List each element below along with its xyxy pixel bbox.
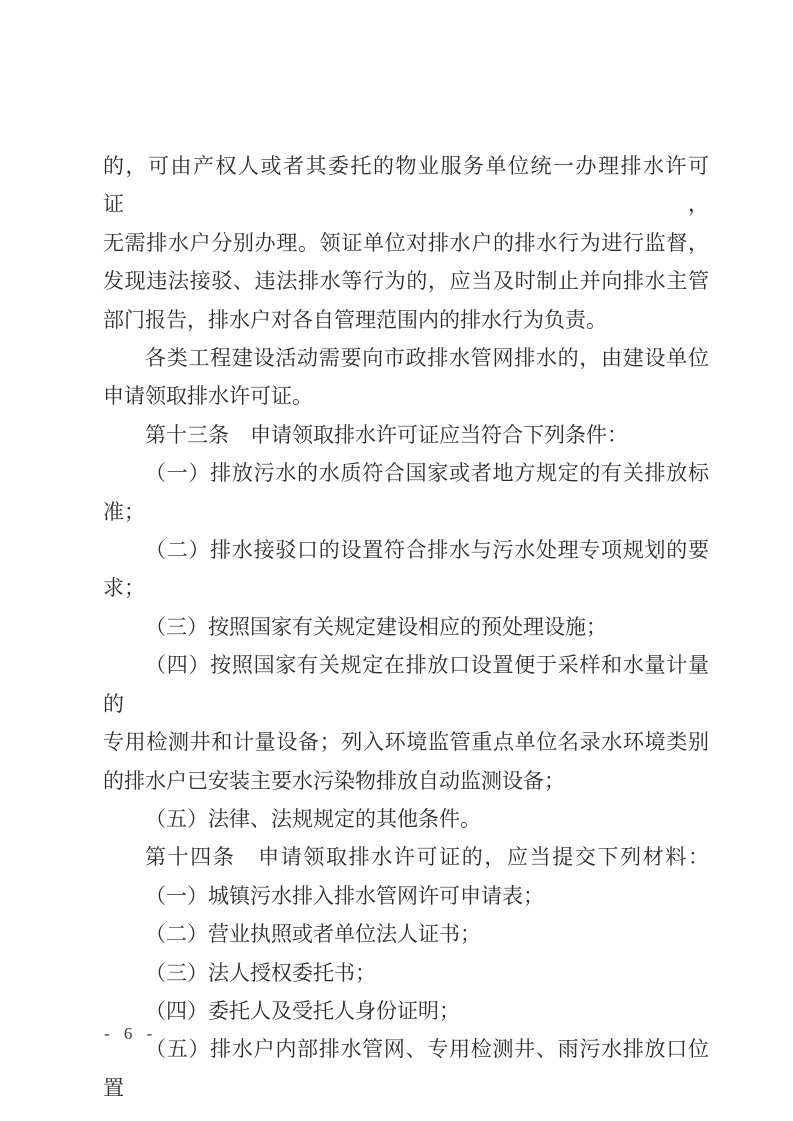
document-text-block: [103, 147, 709, 1107]
text-line: 的，可由产权人或者其委托的物业服务单位统一办理排水许可证，: [103, 154, 709, 217]
text-line: 部门报告，排水户对各自管理范围内的排水行为负责。: [103, 307, 607, 332]
text-line: （五）法律、法规规定的其他条件。: [145, 806, 481, 831]
text-line: 第十四条 申请领取排水许可证的，应当提交下列材料：: [145, 845, 709, 870]
text-line: （三）法人授权委托书；: [145, 960, 376, 985]
text-line: （二）排水接驳口的设置符合排水与污水处理专项规划的要: [145, 538, 709, 563]
text-line: （一）排放污水的水质符合国家或者地方规定的有关排放标: [145, 461, 709, 486]
text-line: 各类工程建设活动需要向市政排水管网排水的，由建设单位: [145, 346, 709, 371]
text-line: （四）委托人及受托人身份证明；: [145, 998, 460, 1023]
page-number: - 6 -: [104, 1024, 158, 1043]
text-line: （二）营业执照或者单位法人证书；: [145, 922, 481, 947]
text-line: 准；: [103, 499, 145, 524]
text-line: （三）按照国家有关规定建设相应的预处理设施；: [145, 614, 607, 639]
text-line: 发现违法接驳、违法排水等行为的，应当及时制止并向排水主管: [103, 269, 709, 294]
text-line: （五）排水户内部排水管网、专用检测井、雨污水排放口位置: [103, 1037, 709, 1100]
text-line: （四）按照国家有关规定在排放口设置便于采样和水量计量的: [103, 653, 709, 716]
text-line: （一）城镇污水排入排水管网许可申请表；: [145, 883, 544, 908]
text-line: 无需排水户分别办理。领证单位对排水户的排水行为进行监督，: [103, 230, 709, 255]
text-line: 申请领取排水许可证。: [103, 384, 313, 409]
text-line: 专用检测井和计量设备；列入环境监管重点单位名录水环境类别: [103, 730, 709, 755]
text-line: 求；: [103, 576, 145, 601]
text-line: 的排水户已安装主要水污染物排放自动监测设备；: [103, 768, 565, 793]
text-line: 第十三条 申请领取排水许可证应当符合下列条件：: [145, 422, 628, 447]
